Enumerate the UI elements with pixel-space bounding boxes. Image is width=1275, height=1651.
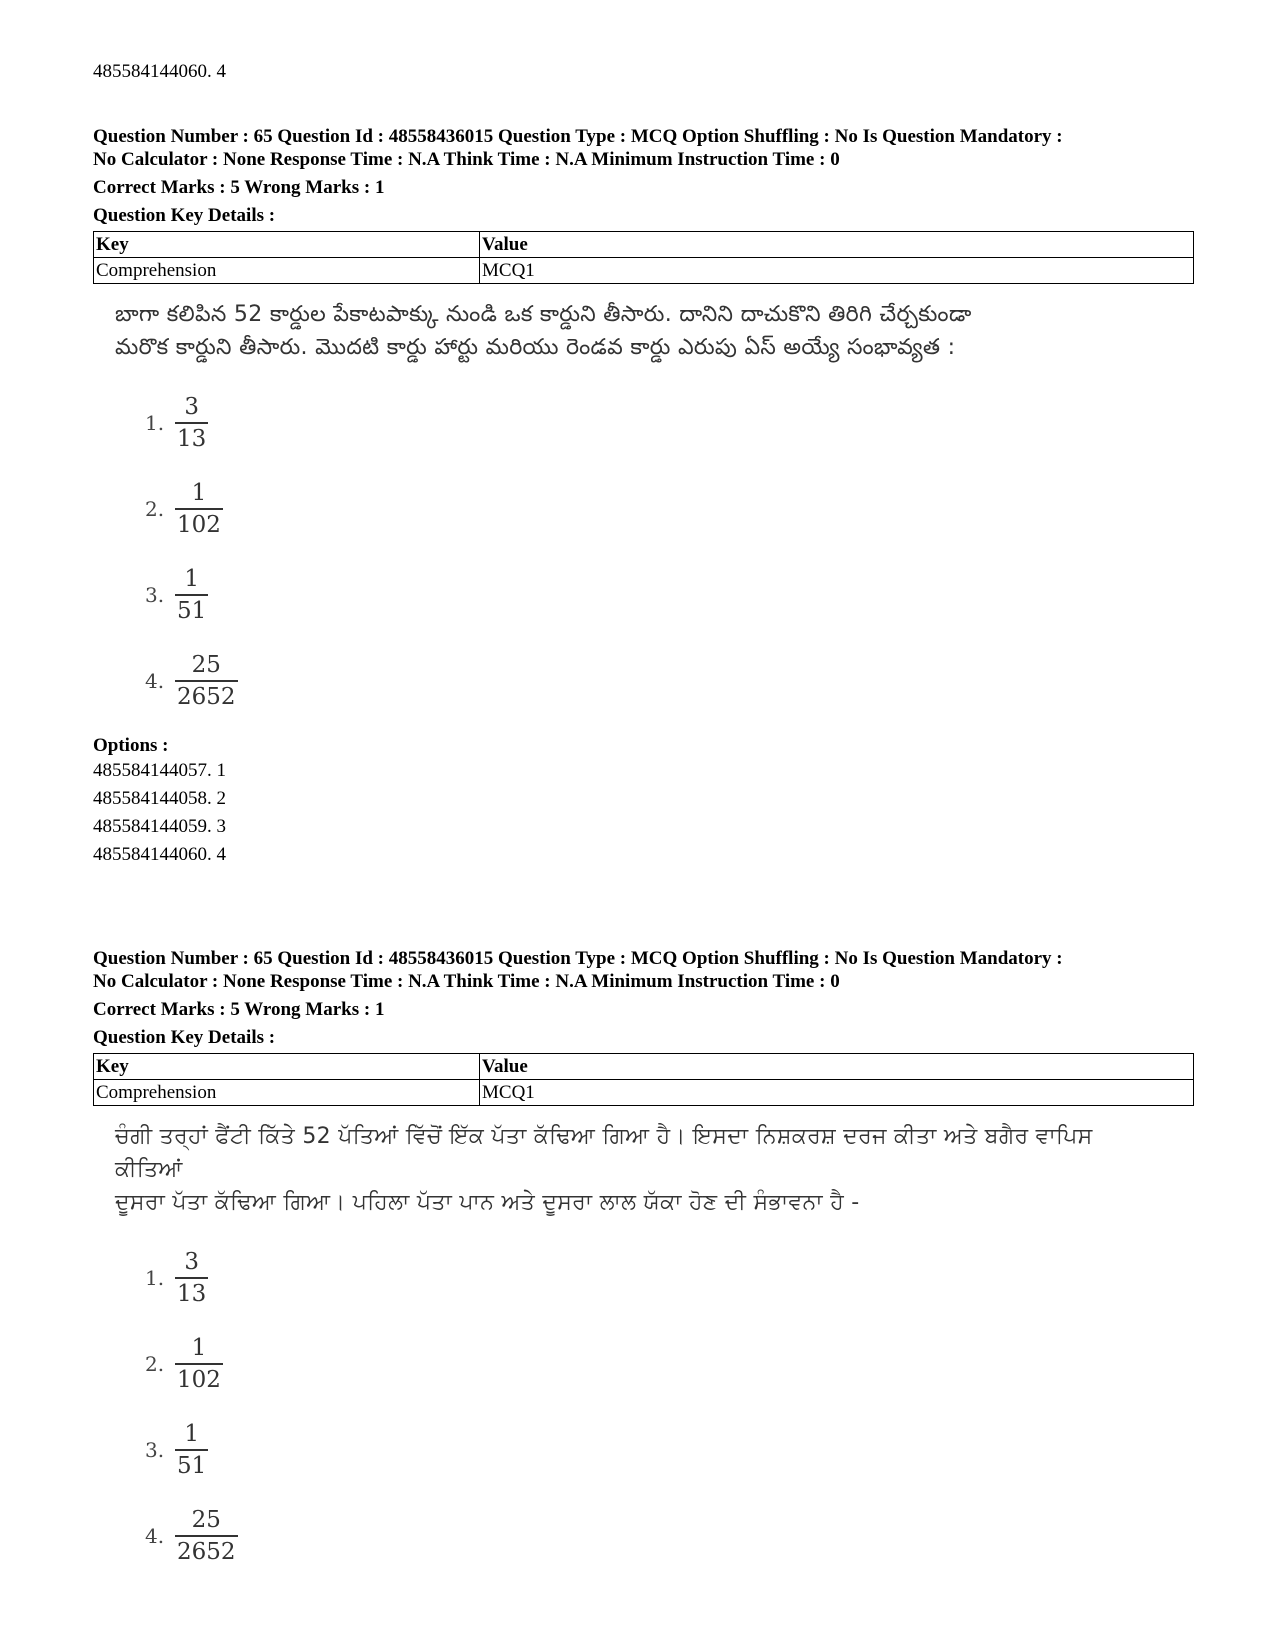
previous-option-line: 485584144060. 4 [93, 61, 226, 82]
question-meta [93, 947, 1193, 993]
choice-number: 4. [145, 669, 165, 693]
options-label: Options : [93, 735, 169, 756]
choice-number: 3. [145, 1438, 165, 1462]
marks-line: Correct Marks : 5 Wrong Marks : 1 [93, 177, 385, 198]
choice-fraction [175, 478, 223, 540]
question-block-1 [93, 125, 1193, 869]
options-list [93, 757, 1193, 869]
key-details-label: Question Key Details : [93, 1027, 276, 1048]
table-cell-key: Comprehension [94, 1080, 480, 1106]
choice-fraction [175, 1247, 208, 1309]
fraction-numerator: 25 [191, 1507, 221, 1533]
fraction-numerator: 1 [191, 1335, 207, 1361]
choice-fraction [175, 1333, 223, 1395]
option-line: 485584144059. 3 [93, 816, 226, 837]
option-line: 485584144058. 2 [93, 788, 226, 809]
choice-list [145, 1235, 1155, 1579]
fraction-denominator: 2652 [175, 680, 238, 712]
fraction-numerator: 3 [184, 394, 199, 420]
question-meta-line-2: No Calculator : None Response Time : N.A Think Time : N.A Minimum Instruction Time : 0 [93, 971, 840, 992]
choice-number: 1. [145, 411, 165, 435]
table-row [94, 1080, 1194, 1106]
choice-fraction [175, 392, 208, 454]
question-text-line-1: ਚੰਗੀ ਤਰ੍ਹਾਂ ਫੈਂਟੀ ਕਿੱਤੇ 52 ਪੱਤਿਆਂ ਵਿੱਚੋਂ ਇੱਕ ਪੱਤਾ ਕੱਢਿਆ ਗਿਆ ਹੈ। ਇਸਦਾ ਨਿਸ਼ਕਰਸ਼ ਦਰਜ ਕੀਤਾ ਅਤੇ ਬਗੈਰ ਵਾਪਿਸ ਕੀਤਿਆਂ [115, 1124, 1093, 1182]
choice-item [145, 380, 1155, 466]
choice-item [145, 638, 1155, 724]
choice-fraction [175, 1419, 208, 1481]
table-row [94, 258, 1194, 284]
choice-fraction [175, 1505, 238, 1567]
table-cell-key: Comprehension [94, 258, 480, 284]
choice-fraction [175, 650, 238, 712]
question-image [115, 298, 1155, 724]
fraction-numerator: 25 [191, 652, 221, 678]
table-cell-value: MCQ1 [480, 1080, 1194, 1106]
fraction-numerator: 1 [191, 480, 207, 506]
option-line: 485584144057. 1 [93, 760, 226, 781]
key-details-table [93, 231, 1194, 284]
question-meta-line-2: No Calculator : None Response Time : N.A Think Time : N.A Minimum Instruction Time : 0 [93, 149, 840, 170]
fraction-numerator: 1 [184, 566, 199, 592]
choice-item [145, 552, 1155, 638]
choice-list [145, 380, 1155, 724]
question-meta-line-1: Question Number : 65 Question Id : 48558436015 Question Type : MCQ Option Shuffling : No Is Question Mandatory : [93, 126, 1063, 147]
fraction-denominator: 51 [175, 594, 208, 626]
question-text-line-2: మరొక కార్డుని తీసారు. మొదటి కార్డు హార్టు మరియు రెండవ కార్డు ఎరుపు ఏస్ అయ్యే సంభావ్యత : [115, 335, 956, 360]
key-details-label: Question Key Details : [93, 205, 276, 226]
question-block-2 [93, 947, 1193, 1579]
choice-number: 3. [145, 583, 165, 607]
table-header-value: Value [480, 232, 1194, 258]
fraction-denominator: 51 [175, 1449, 208, 1481]
choice-item [145, 1235, 1155, 1321]
choice-number: 2. [145, 1352, 165, 1376]
choice-item [145, 1493, 1155, 1579]
fraction-denominator: 102 [175, 508, 223, 540]
fraction-numerator: 1 [184, 1421, 199, 1447]
option-line: 485584144060. 4 [93, 844, 226, 865]
table-header-value: Value [480, 1054, 1194, 1080]
choice-item [145, 466, 1155, 552]
table-header-row [94, 232, 1194, 258]
question-image [115, 1120, 1155, 1579]
fraction-denominator: 13 [175, 422, 208, 454]
fraction-numerator: 3 [184, 1249, 199, 1275]
choice-number: 1. [145, 1266, 165, 1290]
question-meta-line-1: Question Number : 65 Question Id : 48558436015 Question Type : MCQ Option Shuffling : No Is Question Mandatory : [93, 948, 1063, 969]
table-header-key: Key [94, 1054, 480, 1080]
question-text-line-2: ਦੂਸਰਾ ਪੱਤਾ ਕੱਢਿਆ ਗਿਆ। ਪਹਿਲਾ ਪੱਤਾ ਪਾਨ ਅਤੇ ਦੂਸਰਾ ਲਾਲ ਯੱਕਾ ਹੋਣ ਦੀ ਸੰਭਾਵਨਾ ਹੈ - [115, 1190, 860, 1215]
choice-number: 2. [145, 497, 165, 521]
key-details-table [93, 1053, 1194, 1106]
question-meta [93, 125, 1193, 171]
choice-fraction [175, 564, 208, 626]
choice-number: 4. [145, 1524, 165, 1548]
question-text-line-1: బాగా కలిపిన 52 కార్డుల పేకాటపాక్కు నుండి ఒక కార్డుని తీసారు. దానిని దాచుకొని తిరిగి చేర్చకుండా [115, 302, 972, 327]
fraction-denominator: 102 [175, 1363, 223, 1395]
marks-line: Correct Marks : 5 Wrong Marks : 1 [93, 999, 385, 1020]
choice-item [145, 1321, 1155, 1407]
choice-item [145, 1407, 1155, 1493]
table-cell-value: MCQ1 [480, 258, 1194, 284]
fraction-denominator: 13 [175, 1277, 208, 1309]
table-header-row [94, 1054, 1194, 1080]
fraction-denominator: 2652 [175, 1535, 238, 1567]
table-header-key: Key [94, 232, 480, 258]
